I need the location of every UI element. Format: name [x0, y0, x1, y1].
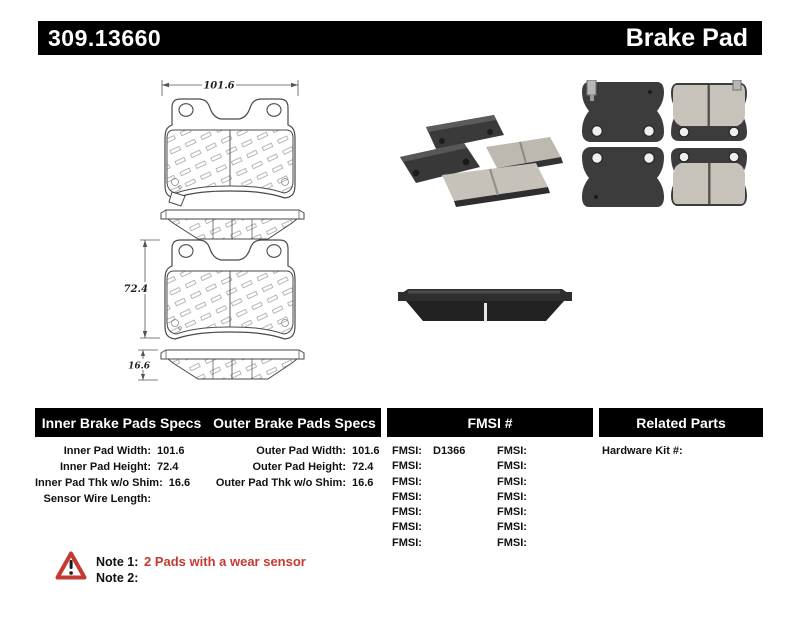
dimension-thickness	[124, 350, 158, 380]
fmsi-label: FMSI:	[497, 445, 527, 457]
notes-block	[96, 554, 306, 588]
fmsi-row	[392, 520, 492, 535]
product-type-title: Brake Pad	[625, 23, 748, 52]
fmsi-row	[392, 490, 492, 505]
dimension-height	[122, 240, 160, 338]
fmsi-value	[533, 505, 538, 520]
pad-friction-bottom-right	[671, 148, 747, 206]
spec-row	[35, 491, 195, 507]
dimension-width	[162, 80, 298, 96]
related-part-label: Hardware Kit #:	[602, 445, 683, 457]
spec-row	[200, 475, 390, 491]
pad-friction-top-right	[671, 80, 747, 141]
spec-value: 16.6	[352, 477, 374, 489]
part-number: 309.13660	[48, 24, 162, 51]
fmsi-value	[428, 536, 433, 551]
brake-pad-technical-drawing	[118, 72, 318, 387]
fmsi-label: FMSI:	[497, 521, 527, 534]
spec-row	[200, 459, 390, 475]
fmsi-row	[497, 536, 592, 551]
fmsi-label: FMSI:	[392, 506, 422, 519]
spec-value: 16.6	[168, 477, 191, 489]
title-bar	[38, 21, 762, 55]
fmsi-row	[497, 505, 592, 520]
fmsi-label: FMSI:	[497, 460, 527, 473]
fmsi-value	[533, 520, 538, 535]
fmsi-column-2	[497, 444, 592, 551]
fmsi-row	[392, 444, 492, 459]
spec-row	[35, 459, 195, 475]
dim-thickness-label: 16.6	[128, 361, 150, 372]
fmsi-value	[533, 490, 538, 505]
pad-side-view-1	[161, 210, 304, 239]
photo-pad-group	[400, 115, 563, 207]
fmsi-label: FMSI:	[392, 445, 422, 457]
specs-header-bar	[35, 408, 381, 437]
fmsi-label: FMSI:	[497, 475, 527, 488]
fmsi-column-1	[392, 444, 492, 551]
spec-row	[200, 443, 390, 459]
spec-label: Outer Pad Height:	[252, 461, 346, 473]
related-part-row	[602, 444, 762, 459]
note-2-label: Note 2:	[96, 571, 139, 585]
fmsi-value	[428, 505, 433, 520]
fmsi-header: FMSI #	[467, 414, 513, 431]
inner-specs-header: Inner Brake Pads Specs	[41, 414, 202, 431]
note-1	[96, 554, 306, 571]
fmsi-value	[428, 459, 433, 474]
spec-label: Inner Pad Width:	[63, 445, 151, 457]
spec-label: Outer Pad Width:	[256, 445, 346, 457]
fmsi-value	[428, 490, 433, 505]
fmsi-header-bar	[387, 408, 593, 437]
fmsi-value	[533, 459, 538, 474]
fmsi-row	[392, 475, 492, 490]
pad-side-profile-shape	[398, 289, 572, 322]
pad-side-view-2	[161, 350, 304, 379]
fmsi-value: D1366	[433, 445, 466, 457]
fmsi-row	[392, 505, 492, 520]
photo-pad-grid	[581, 80, 751, 211]
spec-label: Inner Pad Height:	[59, 461, 151, 473]
fmsi-row	[392, 536, 492, 551]
fmsi-label: FMSI:	[497, 506, 527, 519]
fmsi-value	[533, 444, 538, 459]
pad-backing-top-left	[582, 80, 664, 142]
outer-specs-header: Outer Brake Pads Specs	[213, 414, 376, 431]
warning-triangle-icon	[55, 551, 87, 581]
outer-specs-column	[200, 443, 390, 491]
fmsi-row	[497, 459, 592, 474]
fmsi-label: FMSI:	[497, 536, 527, 549]
related-part-value	[683, 444, 688, 459]
spec-label: Sensor Wire Length:	[43, 493, 151, 505]
related-parts-header: Related Parts	[636, 414, 726, 431]
note-1-text: 2 Pads with a wear sensor	[144, 554, 306, 569]
fmsi-label: FMSI:	[392, 536, 422, 549]
fmsi-value	[533, 475, 538, 490]
fmsi-value	[533, 536, 538, 551]
spec-label: Outer Pad Thk w/o Shim:	[215, 477, 346, 489]
spec-value: 101.6	[352, 445, 380, 457]
fmsi-row	[392, 459, 492, 474]
note-1-label: Note 1:	[96, 555, 139, 569]
photo-pad-side-profile	[396, 287, 574, 327]
fmsi-value	[428, 475, 433, 490]
spec-value: 72.4	[352, 461, 374, 473]
fmsi-label: FMSI:	[392, 475, 422, 488]
spec-value: 72.4	[157, 461, 179, 473]
pad-front-view-2	[165, 240, 295, 339]
pad-backing-bottom-left	[582, 147, 664, 207]
pad-front-view-1	[165, 99, 295, 198]
spec-value	[151, 491, 195, 507]
spec-row	[35, 475, 195, 491]
fmsi-label: FMSI:	[392, 521, 422, 534]
fmsi-row	[497, 520, 592, 535]
spec-label: Inner Pad Thk w/o Shim:	[35, 477, 163, 489]
dim-width-label: 101.6	[203, 80, 235, 92]
fmsi-row	[497, 490, 592, 505]
note-2	[96, 571, 306, 588]
fmsi-row	[497, 475, 592, 490]
spec-value: 101.6	[157, 445, 185, 457]
related-parts-header-bar	[599, 408, 763, 437]
related-parts-column	[602, 444, 762, 459]
photo-pad-set-perspective	[398, 105, 578, 210]
fmsi-row	[497, 444, 592, 459]
dim-height-label: 72.4	[123, 284, 148, 295]
fmsi-label: FMSI:	[497, 490, 527, 503]
spec-row	[35, 443, 195, 459]
inner-specs-column	[35, 443, 195, 507]
fmsi-label: FMSI:	[392, 460, 422, 473]
fmsi-value	[428, 520, 433, 535]
fmsi-label: FMSI:	[392, 490, 422, 503]
